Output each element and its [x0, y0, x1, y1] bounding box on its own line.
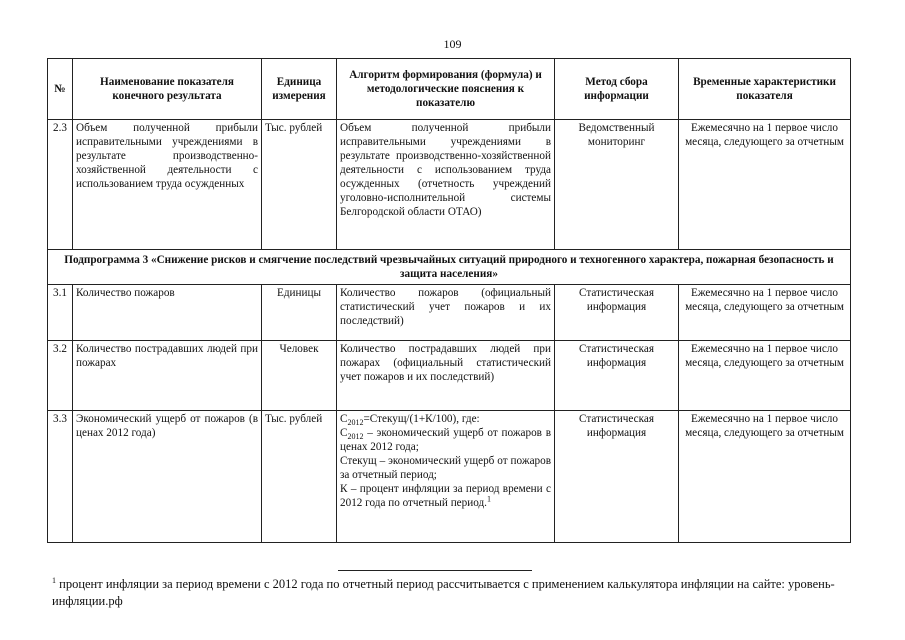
- formula-line: $С_{2012}=Стекущ/(1+К/100)$, где:: [340, 413, 480, 428]
- indicators-table: [47, 58, 851, 543]
- table-row: [48, 411, 851, 543]
- header-name: Наименование показателя конечного результата: [73, 59, 262, 120]
- unit-of-measure: Тыс. рублей: [262, 120, 337, 250]
- footnote-mark: 1: [52, 575, 56, 585]
- formula-line: Стекущ – экономический ущерб от пожаров за отчетный период;: [340, 455, 551, 481]
- algorithm-text: Количество пожаров (официальный статистический учет пожаров и их последствий): [337, 285, 555, 341]
- time-characteristics: Ежемесячно на 1 первое число месяца, следующего за отчетным: [679, 411, 851, 543]
- indicator-name: Объем полученной прибыли исправительными учреждениями в результате производственно-хозяйственной деятельности с использованием труда осужденных: [73, 120, 262, 250]
- row-number: 3.3: [48, 411, 73, 543]
- indicator-name: Количество пожаров: [73, 285, 262, 341]
- unit-of-measure: Единицы: [262, 285, 337, 341]
- page-number: 109: [443, 37, 462, 51]
- table-row: [48, 341, 851, 411]
- header-method: Метод сбора информации: [555, 59, 679, 120]
- header-num: №: [48, 59, 73, 120]
- row-number: 3.2: [48, 341, 73, 411]
- footnote-text: процент инфляции за период времени с 2012 года по отчетный период рассчитывается с применением калькулятора инфляции на сайте: уровень-инфляции.рф: [52, 577, 835, 608]
- collection-method: Ведомственный мониторинг: [555, 120, 679, 250]
- table-row: [48, 120, 851, 250]
- header-algorithm: Алгоритм формирования (формула) и методологические пояснения к показателю: [337, 59, 555, 120]
- footnote-separator: [338, 570, 532, 571]
- subprogram-title: Подпрограмма 3 «Снижение рисков и смягчение последствий чрезвычайных ситуаций природного и техногенного характера, пожарная безопасность и защита населения»: [48, 250, 851, 285]
- algorithm-text: Объем полученной прибыли исправительными учреждениями в результате производственно-хозяйственной деятельности с использованием труда осужденных (отчетность учреждений уголовно-исполнительной системы Белгородской области ОТАО): [337, 120, 555, 250]
- formula-cell: [337, 411, 555, 543]
- indicator-name: Количество пострадавших людей при пожарах: [73, 341, 262, 411]
- time-characteristics: Ежемесячно на 1 первое число месяца, следующего за отчетным: [679, 341, 851, 411]
- header-unit: Единица измерения: [262, 59, 337, 120]
- row-number: 3.1: [48, 285, 73, 341]
- table-row: [48, 285, 851, 341]
- time-characteristics: Ежемесячно на 1 первое число месяца, следующего за отчетным: [679, 120, 851, 250]
- header-timing: Временные характеристики показателя: [679, 59, 851, 120]
- time-characteristics: Ежемесячно на 1 первое число месяца, следующего за отчетным: [679, 285, 851, 341]
- table-header-row: [48, 59, 851, 120]
- formula-line: К – процент инфляции за период времени с 2012 года по отчетный период.$^1$: [340, 483, 551, 509]
- collection-method: Статистическая информация: [555, 285, 679, 341]
- subprogram-row: [48, 250, 851, 285]
- unit-of-measure: Человек: [262, 341, 337, 411]
- collection-method: Статистическая информация: [555, 411, 679, 543]
- indicator-name: Экономический ущерб от пожаров (в ценах 2012 года): [73, 411, 262, 543]
- algorithm-text: Количество пострадавших людей при пожарах (официальный статистический учет пожаров и их последствий): [337, 341, 555, 411]
- collection-method: Статистическая информация: [555, 341, 679, 411]
- footnote-ref: 1: [486, 494, 491, 504]
- unit-of-measure: Тыс. рублей: [262, 411, 337, 543]
- formula-line: $С_{2012}$ – экономический ущерб от пожаров в ценах 2012 года;: [340, 427, 551, 453]
- row-number: 2.3: [48, 120, 73, 250]
- footnote: [52, 576, 842, 610]
